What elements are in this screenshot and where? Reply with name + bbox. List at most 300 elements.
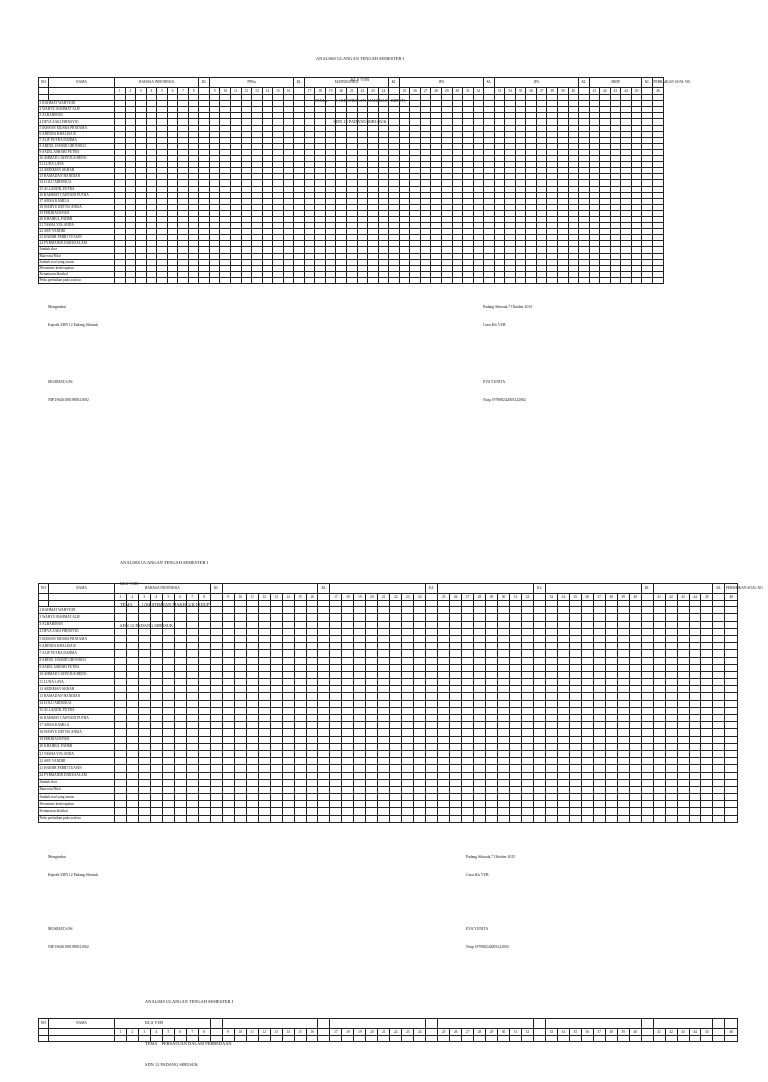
student-name-cell: 2 WAHYU RAHMAT ALIF — [39, 614, 115, 621]
score-cell — [653, 614, 665, 621]
score-cell — [629, 722, 641, 729]
score-cell — [306, 743, 318, 750]
score-cell — [115, 277, 126, 283]
score-cell — [462, 621, 474, 628]
student-name-cell: Jumlah soal yang tuntas — [39, 794, 115, 801]
student-name-cell: 17 AMSA KAMILA — [39, 722, 115, 729]
score-cell — [186, 686, 198, 693]
section3-title-line: KLS VI/B — [145, 1020, 164, 1025]
score-cell — [689, 750, 701, 757]
number-cell: 46 — [652, 88, 663, 95]
score-cell — [138, 758, 150, 765]
score-cell — [246, 794, 258, 801]
score-cell — [162, 635, 174, 642]
score-cell — [210, 671, 222, 678]
score-cell — [318, 700, 330, 707]
score-cell — [186, 815, 198, 822]
score-cell — [569, 635, 581, 642]
score-cell — [725, 693, 738, 700]
score-cell — [414, 635, 426, 642]
score-cell — [713, 715, 725, 722]
score-cell — [557, 815, 569, 822]
score-cell — [390, 700, 402, 707]
score-cell — [378, 700, 390, 707]
score-cell — [186, 635, 198, 642]
student-name-cell: 16 RAHMAT CAHYADI PUTRA — [39, 715, 115, 722]
student-name-cell: 18 WAHYU RETNO ANISA — [39, 204, 115, 210]
score-cell — [473, 277, 484, 283]
score-cell — [126, 671, 138, 678]
score-cell — [557, 635, 569, 642]
score-cell — [521, 686, 533, 693]
score-cell — [378, 772, 390, 779]
student-name-cell: Ketuntasan klasikal — [39, 808, 115, 815]
score-cell — [509, 815, 521, 822]
score-cell — [521, 635, 533, 642]
student-name-cell: 3 ALRAHMAN — [39, 621, 115, 628]
score-cell — [713, 750, 725, 757]
score-cell — [498, 722, 510, 729]
score-cell — [234, 635, 246, 642]
table-cell — [39, 1036, 49, 1042]
score-cell — [498, 621, 510, 628]
score-cell — [677, 722, 689, 729]
score-cell — [617, 722, 629, 729]
score-cell — [270, 628, 282, 635]
score-cell — [282, 664, 294, 671]
score-cell — [725, 779, 738, 786]
score-cell — [354, 707, 366, 714]
score-cell — [545, 794, 557, 801]
score-cell — [701, 715, 713, 722]
score-cell — [318, 729, 330, 736]
score-cell — [545, 650, 557, 657]
score-cell — [414, 693, 426, 700]
score-cell — [498, 650, 510, 657]
score-cell — [521, 786, 533, 793]
score-cell — [641, 614, 653, 621]
table-cell — [115, 1036, 127, 1042]
score-cell — [222, 779, 234, 786]
score-cell — [306, 607, 318, 614]
score-cell — [390, 686, 402, 693]
score-cell — [378, 815, 390, 822]
number-cell: 45 — [701, 594, 713, 601]
score-cell — [486, 664, 498, 671]
score-cell — [462, 707, 474, 714]
number-cell — [642, 88, 653, 95]
header-subject — [318, 1019, 330, 1029]
score-cell — [725, 643, 738, 650]
score-cell — [198, 657, 210, 664]
score-cell — [115, 657, 127, 664]
score-cell — [569, 722, 581, 729]
table-row — [39, 628, 738, 635]
score-cell — [402, 700, 414, 707]
score-cell — [209, 277, 220, 283]
score-cell — [294, 801, 306, 808]
score-cell — [521, 664, 533, 671]
score-cell — [150, 794, 162, 801]
score-cell — [198, 743, 210, 750]
score-cell — [557, 715, 569, 722]
score-cell — [198, 635, 210, 642]
score-cell — [234, 679, 246, 686]
score-cell — [150, 808, 162, 815]
score-cell — [246, 693, 258, 700]
score-cell — [354, 750, 366, 757]
score-cell — [126, 614, 138, 621]
score-cell — [174, 614, 186, 621]
score-cell — [652, 277, 663, 283]
number-cell: 34 — [557, 1029, 569, 1036]
score-cell — [162, 650, 174, 657]
score-cell — [378, 715, 390, 722]
score-cell — [366, 808, 378, 815]
score-cell — [713, 758, 725, 765]
score-cell — [629, 736, 641, 743]
score-cell — [486, 671, 498, 678]
score-cell — [162, 794, 174, 801]
score-cell — [486, 635, 498, 642]
number-cell: 23 — [402, 594, 414, 601]
score-cell — [498, 779, 510, 786]
score-cell — [198, 671, 210, 678]
table-cell — [258, 1036, 270, 1042]
score-cell — [665, 628, 677, 635]
score-cell — [354, 664, 366, 671]
score-cell — [136, 277, 147, 283]
score-cell — [509, 765, 521, 772]
score-cell — [725, 794, 738, 801]
score-cell — [533, 736, 545, 743]
score-cell — [653, 743, 665, 750]
student-name-cell: 21 TASHA YOLANDA — [39, 223, 115, 229]
number-cell: 18 — [315, 88, 326, 95]
score-cell — [533, 729, 545, 736]
score-cell — [521, 801, 533, 808]
score-cell — [138, 808, 150, 815]
score-cell — [246, 743, 258, 750]
score-cell — [414, 715, 426, 722]
score-cell — [545, 765, 557, 772]
number-cell: 10 — [220, 88, 231, 95]
number-cell: 12 — [241, 88, 252, 95]
score-cell — [725, 628, 738, 635]
score-cell — [474, 729, 486, 736]
table-cell — [282, 1036, 294, 1042]
table-cell — [581, 1036, 593, 1042]
score-cell — [174, 621, 186, 628]
score-cell — [617, 657, 629, 664]
score-cell — [713, 628, 725, 635]
score-cell — [330, 700, 342, 707]
header-subject — [653, 584, 713, 594]
score-cell — [186, 750, 198, 757]
score-cell — [617, 794, 629, 801]
score-cell — [509, 801, 521, 808]
score-cell — [581, 700, 593, 707]
score-cell — [462, 743, 474, 750]
score-cell — [509, 693, 521, 700]
score-cell — [294, 607, 306, 614]
number-cell: 32 — [473, 88, 484, 95]
score-cell — [533, 743, 545, 750]
number-cell — [39, 594, 49, 601]
score-cell — [617, 772, 629, 779]
score-cell — [282, 815, 294, 822]
number-cell: 16 — [306, 594, 318, 601]
score-cell — [414, 815, 426, 822]
score-cell — [677, 765, 689, 772]
score-cell — [701, 722, 713, 729]
header-subject — [222, 1019, 318, 1029]
score-cell — [390, 779, 402, 786]
score-cell — [486, 808, 498, 815]
score-cell — [273, 277, 284, 283]
score-cell — [318, 707, 330, 714]
score-cell — [689, 643, 701, 650]
score-cell — [186, 657, 198, 664]
score-cell — [162, 643, 174, 650]
score-cell — [617, 715, 629, 722]
score-cell — [222, 643, 234, 650]
table-cell — [318, 1036, 330, 1042]
score-cell — [186, 607, 198, 614]
score-cell — [318, 715, 330, 722]
score-cell — [294, 628, 306, 635]
score-cell — [653, 794, 665, 801]
score-cell — [568, 277, 579, 283]
score-cell — [474, 794, 486, 801]
score-cell — [342, 772, 354, 779]
score-cell — [557, 657, 569, 664]
number-cell: 29 — [441, 88, 452, 95]
table-row — [39, 772, 738, 779]
number-cell: 30 — [498, 594, 510, 601]
score-cell — [689, 607, 701, 614]
score-cell — [162, 801, 174, 808]
score-cell — [426, 628, 438, 635]
table-cell — [246, 1036, 258, 1042]
score-cell — [378, 722, 390, 729]
score-cell — [569, 750, 581, 757]
score-cell — [138, 671, 150, 678]
score-cell — [126, 736, 138, 743]
score-cell — [617, 635, 629, 642]
score-cell — [509, 794, 521, 801]
score-cell — [605, 643, 617, 650]
score-cell — [426, 679, 438, 686]
student-name-cell: 13 RAMADAN HANDIAN — [39, 174, 115, 180]
score-cell — [701, 729, 713, 736]
score-cell — [402, 758, 414, 765]
score-cell — [138, 693, 150, 700]
score-cell — [498, 801, 510, 808]
score-cell — [198, 643, 210, 650]
score-cell — [162, 736, 174, 743]
score-cell — [222, 808, 234, 815]
score-cell — [593, 614, 605, 621]
table-cell — [557, 1036, 569, 1042]
score-cell — [246, 700, 258, 707]
score-cell — [174, 722, 186, 729]
score-cell — [126, 750, 138, 757]
student-name-cell: 21 TASHA YOLANDA — [39, 750, 115, 757]
score-cell — [629, 643, 641, 650]
score-cell — [521, 693, 533, 700]
score-cell — [150, 801, 162, 808]
score-cell — [282, 786, 294, 793]
score-cell — [629, 664, 641, 671]
score-cell — [450, 650, 462, 657]
score-cell — [593, 635, 605, 642]
score-cell — [462, 715, 474, 722]
score-cell — [402, 743, 414, 750]
score-cell — [210, 801, 222, 808]
score-cell — [486, 729, 498, 736]
number-cell: 42 — [600, 88, 611, 95]
score-cell — [174, 765, 186, 772]
table-number-row — [39, 88, 664, 95]
score-cell — [234, 621, 246, 628]
score-cell — [378, 277, 389, 283]
score-cell — [126, 628, 138, 635]
score-cell — [198, 707, 210, 714]
score-cell — [533, 758, 545, 765]
score-cell — [665, 743, 677, 750]
score-cell — [270, 635, 282, 642]
score-cell — [689, 794, 701, 801]
score-cell — [593, 758, 605, 765]
score-cell — [306, 693, 318, 700]
score-cell — [725, 772, 738, 779]
table-row — [39, 643, 738, 650]
score-cell — [498, 808, 510, 815]
score-cell — [115, 801, 127, 808]
score-cell — [174, 772, 186, 779]
score-cell — [126, 743, 138, 750]
score-cell — [641, 772, 653, 779]
score-cell — [342, 664, 354, 671]
score-cell — [569, 715, 581, 722]
number-cell: 5 — [157, 88, 168, 95]
number-cell: 6 — [174, 1029, 186, 1036]
score-cell — [677, 621, 689, 628]
score-cell — [569, 686, 581, 693]
score-cell — [665, 635, 677, 642]
score-cell — [677, 693, 689, 700]
score-cell — [150, 715, 162, 722]
score-cell — [438, 772, 450, 779]
score-cell — [426, 715, 438, 722]
score-cell — [641, 635, 653, 642]
header-subject: KL — [294, 78, 305, 88]
score-cell — [474, 679, 486, 686]
score-cell — [701, 679, 713, 686]
score-cell — [354, 794, 366, 801]
number-cell: 15 — [294, 594, 306, 601]
score-cell — [725, 679, 738, 686]
score-cell — [115, 650, 127, 657]
score-cell — [533, 808, 545, 815]
score-cell — [246, 786, 258, 793]
score-cell — [605, 700, 617, 707]
score-cell — [629, 750, 641, 757]
score-cell — [234, 686, 246, 693]
score-cell — [330, 671, 342, 678]
score-cell — [665, 815, 677, 822]
table-cell — [450, 1036, 462, 1042]
score-cell — [366, 736, 378, 743]
score-cell — [198, 693, 210, 700]
score-cell — [342, 758, 354, 765]
score-cell — [521, 736, 533, 743]
score-cell — [533, 815, 545, 822]
number-cell: 26 — [450, 594, 462, 601]
score-cell — [474, 758, 486, 765]
score-cell — [653, 643, 665, 650]
score-cell — [713, 621, 725, 628]
score-cell — [115, 693, 127, 700]
score-cell — [414, 722, 426, 729]
score-cell — [402, 679, 414, 686]
score-cell — [617, 628, 629, 635]
score-cell — [665, 614, 677, 621]
score-cell — [653, 700, 665, 707]
student-name-cell: 12 ARDIMAN AKBAR — [39, 686, 115, 693]
score-cell — [641, 779, 653, 786]
score-cell — [138, 679, 150, 686]
score-cell — [115, 607, 127, 614]
score-cell — [521, 729, 533, 736]
score-cell — [270, 729, 282, 736]
number-cell — [318, 594, 330, 601]
score-cell — [270, 794, 282, 801]
score-cell — [210, 607, 222, 614]
score-cell — [138, 621, 150, 628]
score-cell — [234, 693, 246, 700]
score-cell — [162, 715, 174, 722]
score-cell — [115, 621, 127, 628]
score-cell — [498, 750, 510, 757]
score-cell — [569, 693, 581, 700]
student-name-cell: Perlu perbaikan pada soal no — [39, 277, 115, 283]
score-cell — [725, 765, 738, 772]
score-cell — [162, 628, 174, 635]
score-cell — [294, 779, 306, 786]
score-cell — [462, 657, 474, 664]
score-cell — [210, 686, 222, 693]
score-cell — [665, 657, 677, 664]
score-cell — [246, 765, 258, 772]
score-cell — [366, 614, 378, 621]
score-cell — [366, 779, 378, 786]
student-name-cell: 3 ALRAHMAN — [39, 113, 115, 119]
score-cell — [126, 679, 138, 686]
score-cell — [414, 686, 426, 693]
score-cell — [390, 736, 402, 743]
score-cell — [210, 765, 222, 772]
score-cell — [713, 736, 725, 743]
score-cell — [222, 693, 234, 700]
score-cell — [210, 628, 222, 635]
score-cell — [366, 679, 378, 686]
score-cell — [725, 722, 738, 729]
table-row — [39, 700, 738, 707]
student-name-cell: 16 RAHMAT CAHYADI PUTRA — [39, 192, 115, 198]
score-cell — [509, 722, 521, 729]
